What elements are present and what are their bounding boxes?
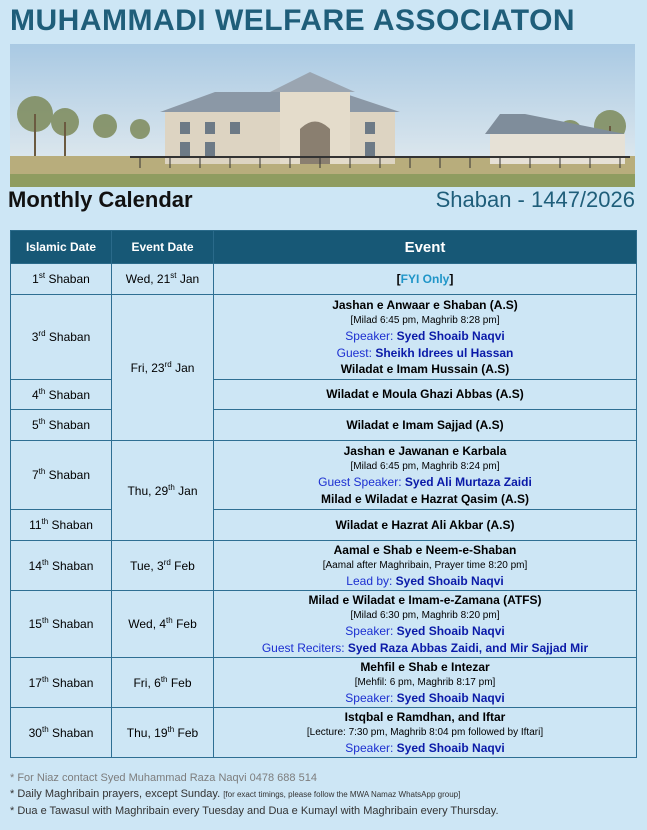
event-date-month: Feb <box>176 617 197 631</box>
speaker-name: Syed Ali Murtaza Zaidi <box>404 475 532 490</box>
islamic-day: 11 <box>29 518 42 532</box>
islamic-month: Shaban <box>48 387 91 402</box>
event-date-cell <box>112 658 214 708</box>
event-cell <box>214 658 637 708</box>
dua-note: * Dua e Tawasul with Maghribain every Tuesday and Dua e Kumayl with Maghribain every Thursday. <box>10 805 499 817</box>
speaker-name: Syed Shoaib Naqvi <box>396 741 505 755</box>
islamic-day-suffix: th <box>41 557 49 567</box>
event-date-month: Feb <box>174 558 195 573</box>
event-title: Wiladat e Imam Hussain (A.S) <box>340 362 510 376</box>
islamic-day-suffix: th <box>38 417 46 426</box>
islamic-month: Shaban <box>52 675 94 690</box>
islamic-day: 7 <box>31 468 39 482</box>
islamic-date-cell <box>11 380 112 410</box>
event-date-cell <box>112 441 214 541</box>
maghribain-note-text: * Daily Maghribain prayers, except Sunday. <box>10 788 221 800</box>
event-date-day: Fri, 23 <box>130 360 165 375</box>
event-speaker <box>216 345 634 362</box>
event-cell <box>214 510 637 541</box>
islamic-day: 5 <box>31 418 39 432</box>
calendar-table <box>10 230 637 758</box>
col-event: Event <box>214 231 637 264</box>
speaker-label: Guest: <box>336 345 376 360</box>
speaker-name: Syed Raza Abbas Zaidi, and Mir Sajjad Mir <box>347 640 589 655</box>
event-title: Wiladat e Imam Sajjad (A.S) <box>346 417 504 432</box>
fyi-note <box>216 271 634 288</box>
event-timing: [Lecture: 7:30 pm, Maghrib 8:04 pm followed by Iftari] <box>306 727 544 738</box>
event-title: Jashan e Jawanan e Karbala <box>343 443 507 458</box>
islamic-date-cell <box>11 591 112 658</box>
fyi-text: FYI Only <box>400 271 450 286</box>
association-title: MUHAMMADI WELFARE ASSOCIATON <box>10 4 576 37</box>
event-title: Milad e Wiladat e Hazrat Qasim (A.S) <box>321 491 529 506</box>
event-date-day: Fri, 6 <box>133 675 161 690</box>
event-date-suffix: th <box>168 482 175 492</box>
event-date-suffix: th <box>167 724 175 734</box>
table-row <box>11 295 637 380</box>
islamic-day: 14 <box>28 558 42 573</box>
event-timing: [Aamal after Maghribain, Prayer time 8:20 pm] <box>322 560 528 571</box>
event-title: Istqbal e Ramdhan, and Iftar <box>344 709 506 724</box>
event-title: Mehfil e Shab e Intezar <box>360 659 490 674</box>
building-photo <box>10 44 635 187</box>
islamic-day-suffix: rd <box>38 329 46 338</box>
event-cell <box>214 295 637 380</box>
islamic-day-suffix: th <box>41 674 49 684</box>
islamic-month: Shaban <box>48 418 91 432</box>
islamic-date-cell <box>11 510 112 541</box>
islamic-month: Shaban <box>48 330 91 344</box>
islamic-month: Shaban <box>52 617 94 631</box>
event-date-cell <box>112 295 214 441</box>
islamic-date-cell <box>11 441 112 510</box>
month-heading: Shaban - 1447/2026 <box>435 187 635 212</box>
fyi-close-bracket: ] <box>449 271 454 286</box>
event-timing: [Mehfil: 6 pm, Maghrib 8:17 pm] <box>354 677 496 688</box>
speaker-label: Lead by: <box>346 574 396 588</box>
event-date-month: Feb <box>170 675 192 690</box>
event-date-month: Jan <box>175 360 195 375</box>
event-cell <box>214 541 637 591</box>
islamic-day-suffix: th <box>41 724 49 734</box>
table-row <box>11 591 637 658</box>
islamic-month: Shaban <box>48 468 91 482</box>
event-speaker <box>216 640 634 657</box>
footnotes <box>10 770 640 819</box>
event-date-suffix: rd <box>164 359 172 369</box>
event-date-suffix: th <box>166 616 173 625</box>
event-date-month: Jan <box>179 272 200 286</box>
event-title: Wiladat e Hazrat Ali Akbar (A.S) <box>335 517 515 532</box>
speaker-name: Syed Shoaib Naqvi <box>395 574 504 588</box>
islamic-month: Shaban <box>52 558 94 573</box>
event-date-month: Feb <box>177 725 199 740</box>
event-date-suffix: th <box>160 674 168 684</box>
event-date-cell <box>112 264 214 295</box>
event-cell <box>214 380 637 410</box>
table-row <box>11 510 637 541</box>
event-timing: [Milad 6:45 pm, Maghrib 8:24 pm] <box>350 461 500 473</box>
table-row <box>11 441 637 510</box>
event-date-suffix: st <box>170 271 177 280</box>
event-title: Jashan e Anwaar e Shaban (A.S) <box>332 297 518 312</box>
event-cell <box>214 591 637 658</box>
speaker-name: Syed Shoaib Naqvi <box>396 624 505 639</box>
islamic-day: 15 <box>28 617 42 631</box>
table-row <box>11 708 637 758</box>
col-event-date: Event Date <box>112 231 214 264</box>
islamic-date-cell <box>11 295 112 380</box>
event-date-suffix: rd <box>163 557 171 567</box>
event-cell <box>214 441 637 510</box>
event-speaker <box>216 740 634 757</box>
speaker-label: Speaker: <box>345 691 397 705</box>
speaker-name: Syed Shoaib Naqvi <box>396 691 505 705</box>
islamic-day-suffix: th <box>41 616 49 625</box>
event-date-cell <box>112 541 214 591</box>
event-cell <box>214 410 637 441</box>
islamic-day: 4 <box>31 387 39 402</box>
table-row <box>11 541 637 591</box>
niaz-note: * For Niaz contact Syed Muhammad Raza Naqvi 0478 688 514 <box>10 772 317 784</box>
table-row <box>11 380 637 410</box>
maghribain-note-detail: [for exact timings, please follow the MWA Namaz WhatsApp group] <box>223 790 461 799</box>
speaker-label: Guest Speaker: <box>318 475 405 490</box>
event-date-day: Tue, 3 <box>130 558 164 573</box>
table-header-row <box>11 231 637 264</box>
event-speaker <box>216 328 634 345</box>
event-timing: [Milad 6:30 pm, Maghrib 8:20 pm] <box>350 610 500 622</box>
table-row <box>11 410 637 441</box>
islamic-day-suffix: th <box>38 467 46 476</box>
speaker-label: Speaker: <box>345 624 397 639</box>
islamic-date-cell <box>11 541 112 591</box>
fyi-open-bracket: [ <box>396 271 401 286</box>
islamic-date-cell <box>11 264 112 295</box>
event-date-day: Wed, 4 <box>128 617 167 631</box>
islamic-day-suffix: th <box>41 517 49 526</box>
event-timing: [Milad 6:45 pm, Maghrib 8:28 pm] <box>350 315 500 326</box>
event-date-day: Thu, 29 <box>127 483 169 498</box>
event-speaker <box>216 573 634 590</box>
islamic-month: Shaban <box>51 518 93 532</box>
event-speaker <box>216 690 634 707</box>
islamic-date-cell <box>11 708 112 758</box>
event-title: Wiladat e Moula Ghazi Abbas (A.S) <box>326 387 524 402</box>
speaker-label: Speaker: <box>345 741 397 755</box>
islamic-day-suffix: th <box>38 386 46 396</box>
event-title: Aamal e Shab e Neem-e-Shaban <box>333 542 517 557</box>
speaker-name: Sheikh Idrees ul Hassan <box>375 345 514 360</box>
speaker-label: Speaker: <box>345 329 397 343</box>
speaker-name: Syed Shoaib Naqvi <box>396 329 505 343</box>
islamic-day: 30 <box>28 725 42 740</box>
event-date-cell <box>112 591 214 658</box>
event-speaker <box>216 623 634 640</box>
islamic-day: 17 <box>28 675 42 690</box>
islamic-date-cell <box>11 658 112 708</box>
event-date-day: Thu, 19 <box>126 725 168 740</box>
monthly-calendar-heading: Monthly Calendar <box>8 187 193 212</box>
table-row <box>11 658 637 708</box>
islamic-day-suffix: st <box>38 271 46 280</box>
table-row <box>11 264 637 295</box>
event-date-day: Wed, 21 <box>125 272 171 286</box>
maghribain-note <box>10 786 640 803</box>
islamic-day: 3 <box>31 330 39 344</box>
col-islamic-date: Islamic Date <box>11 231 112 264</box>
event-speaker <box>216 474 634 491</box>
event-date-month: Jan <box>178 483 198 498</box>
islamic-day: 1 <box>32 272 39 286</box>
event-date-cell <box>112 708 214 758</box>
event-cell <box>214 264 637 295</box>
speaker-label: Guest Reciters: <box>261 640 348 655</box>
event-title: Milad e Wiladat e Imam-e-Zamana (ATFS) <box>308 592 542 607</box>
islamic-month: Shaban <box>52 725 94 740</box>
islamic-month: Shaban <box>48 272 90 286</box>
event-cell <box>214 708 637 758</box>
islamic-date-cell <box>11 410 112 441</box>
